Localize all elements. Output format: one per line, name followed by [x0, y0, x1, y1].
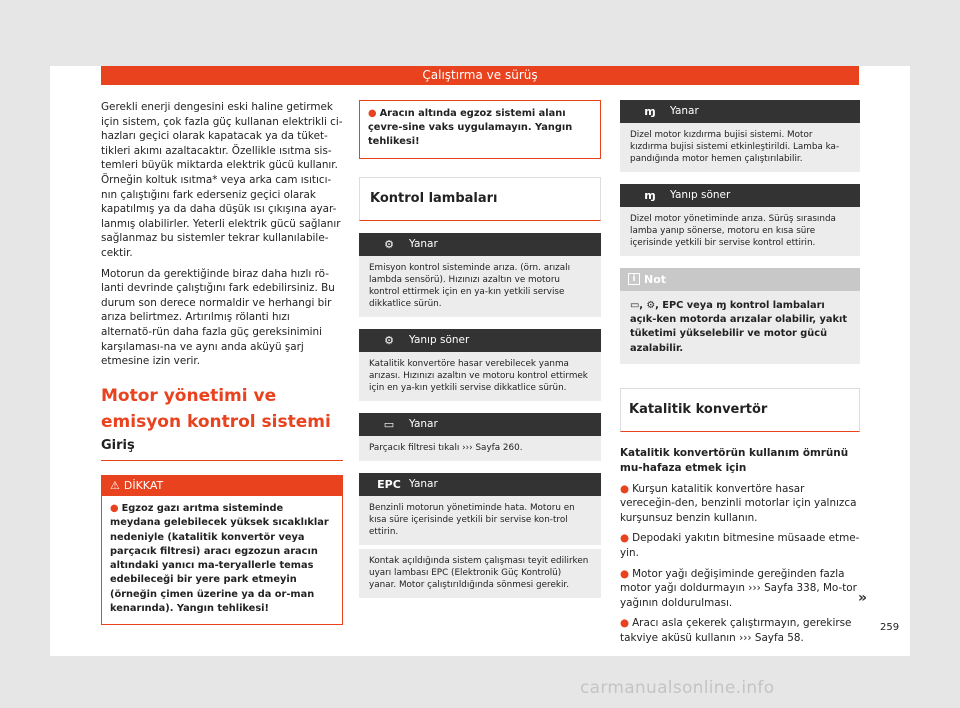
bullet-icon: ● [620, 532, 630, 545]
engine-icon: ⚙ [384, 238, 394, 252]
warning-box-continued [359, 100, 601, 159]
lamp-engine-flash [359, 329, 601, 401]
column-left [101, 100, 343, 625]
note-box [620, 268, 860, 364]
warning-label: DİKKAT [123, 479, 164, 493]
catalytic-title: Katalitik konvertör [620, 388, 860, 433]
continue-mark: » [858, 590, 868, 606]
lamp-description: Dizel motor yönetiminde arıza. Sürüş sırasında lamba yanıp sönerse, motoru en kısa süre içerisinde yetkili bir servise kontrol ettirin. [620, 207, 860, 256]
column-right [620, 100, 860, 652]
warning-header [102, 476, 342, 496]
note-header [620, 268, 860, 291]
list-item: ● Depodaki yakıtın bitmesine müsaade etme-yin. [620, 532, 860, 559]
warning-text: Aracın altında egzoz sistemi alanı çevre-sine vaks uygulamayın. Yangın tehlikesi! [368, 108, 573, 148]
warning-icon: ⚠ [110, 479, 120, 493]
paragraph: Gerekli enerji dengesini eski haline getirmek için sistem, çok fazla güç kullanan elektrikli ci-hazları geçici olarak kapatacak ya da tüket-tikleri akımı azaltacaktır. Özellikle ısıtma sis-temleri büyük miktarda elektrik gücü kullanır. Örneğin koltuk ısıtma* veya arka cam ısıtıcı-nın çalıştığını fark ederseniz geçici olarak kapatılmış ya da daha düşük ısı çıkışına ayar-lanmış olabilirler. Yeterli elektrik gücü sağlanır sağlanmaz bu sistemler tekrar kullanılabile-cektir. [101, 101, 343, 259]
glow-plug-icon: ɱ [644, 189, 656, 202]
info-icon: i [628, 273, 640, 285]
page-number: 259 [880, 622, 900, 633]
lamp-description-extra: Kontak açıldığında sistem çalışması teyit edilirken uyarı lambası EPC (Elektronik Güç Kontrolü) yanar. Motor çalıştırıldığında sönmesi gerekir. [359, 545, 601, 598]
bullet-icon: ● [620, 482, 630, 495]
sub-title: Giriş [101, 439, 343, 462]
particle-filter-icon: ▭ [383, 418, 395, 432]
list-item: ● Aracı asla çekerek çalıştırmayın, gerekirse takviye aküsü kullanın ››› Sayfa 58. [620, 617, 852, 644]
lamp-description: Emisyon kontrol sisteminde arıza. (örn. arızalı lambda sensörü). Hızınızı azaltın ve motoru kontrol ettirmek için en ya-kın yetkili servise dikkatlice sürün. [359, 256, 601, 317]
warning-box [101, 475, 343, 625]
bullet-icon: ● [620, 617, 630, 630]
control-lamps-title: Kontrol lambaları [359, 177, 601, 222]
bullet-icon: ● [110, 503, 119, 515]
lamp-glow-flash [620, 184, 860, 256]
bullet-icon: ● [368, 108, 377, 119]
bullet-icon: ● [620, 567, 630, 580]
section-title: Motor yönetimi ve emisyon kontrol sistemi [101, 385, 331, 432]
lamp-description: Dizel motor kızdırma bujisi sistemi. Motor kızdırma bujisi sistemi etkinleştirildi. Lamba ka-pandığında motor hemen çalıştırılabilir. [620, 123, 860, 172]
lamp-particle-filter [359, 413, 601, 461]
note-text: ▭, ⚙, EPC veya ɱ kontrol lambaları açık-ken motorda arızalar olabilir, yakıt tüketimi yükselebilir ve motor gücü azalabilir. [630, 300, 848, 354]
warning-body [360, 101, 600, 158]
list-item: ● Kurşun katalitik konvertöre hasar vereceğin-den, benzinli motorlar için yalnızca kurşunsuz benzin kullanın. [620, 482, 857, 524]
lamp-description: Benzinli motorun yönetiminde hata. Motoru en kısa süre içerisinde yetkili bir servise kon-trol ettirin. [359, 496, 601, 545]
lamp-state: Yanar [409, 238, 438, 251]
lamp-glow-on [620, 100, 860, 172]
epc-icon: EPC [377, 478, 401, 492]
catalytic-subtitle: Katalitik konvertörün kullanım ömrünü mu-hafaza etmek için [620, 447, 849, 474]
lamp-description: Parçacık filtresi tıkalı ››› Sayfa 260. [359, 436, 601, 461]
lamp-epc [359, 473, 601, 598]
glow-plug-icon: ɱ [644, 105, 656, 118]
column-middle [359, 100, 601, 598]
lamp-description: Katalitik konvertöre hasar verebilecek yanma arızası. Hızınızı azaltın ve motoru kontrol ettirmek için en ya-kın yetkili servise dikkatlice sürün. [359, 352, 601, 401]
paragraph: Motorun da gerektiğinde biraz daha hızlı rö-lanti devrinde çalıştığını fark edebilirsiniz. Bu durum son derece normaldir ve herhangi bir arıza belirtmez. Artırılmış rölanti hızı alternatö-rün daha fazla güç gereksinimini karşılaması-na ve aynı anda aküyü şarj etmesine izin verir. [101, 267, 335, 368]
lamp-state: Yanıp söner [409, 334, 470, 347]
lamp-state: Yanar [670, 105, 699, 117]
warning-body [102, 496, 342, 624]
lamp-engine-on [359, 233, 601, 317]
watermark: carmanualsonline.info [580, 678, 775, 698]
lamp-state: Yanar [409, 478, 438, 491]
engine-icon: ⚙ [384, 334, 394, 348]
lamp-state: Yanar [409, 418, 438, 431]
page-header: Çalıştırma ve sürüş [101, 66, 859, 85]
list-item: ● Motor yağı değişiminde gereğinden fazla motor yağı doldurmayın ››› Sayfa 338, Mo-tor yağının doldurulması. [620, 567, 857, 609]
warning-text: Egzoz gazı arıtma sisteminde meydana gelebilecek yüksek sıcaklıklar nedeniyle (katalitik konvertör veya parçacık filtresi) aracı egzozun aracın altındaki yanıcı ma-teryallerle temas edebileceği bir yere park etmeyin (örneğin çimen üzerine ya da or-man kenarında). Yangın tehlikesi! [110, 503, 329, 614]
lamp-state: Yanıp söner [670, 189, 731, 201]
note-label: Not [644, 273, 667, 286]
